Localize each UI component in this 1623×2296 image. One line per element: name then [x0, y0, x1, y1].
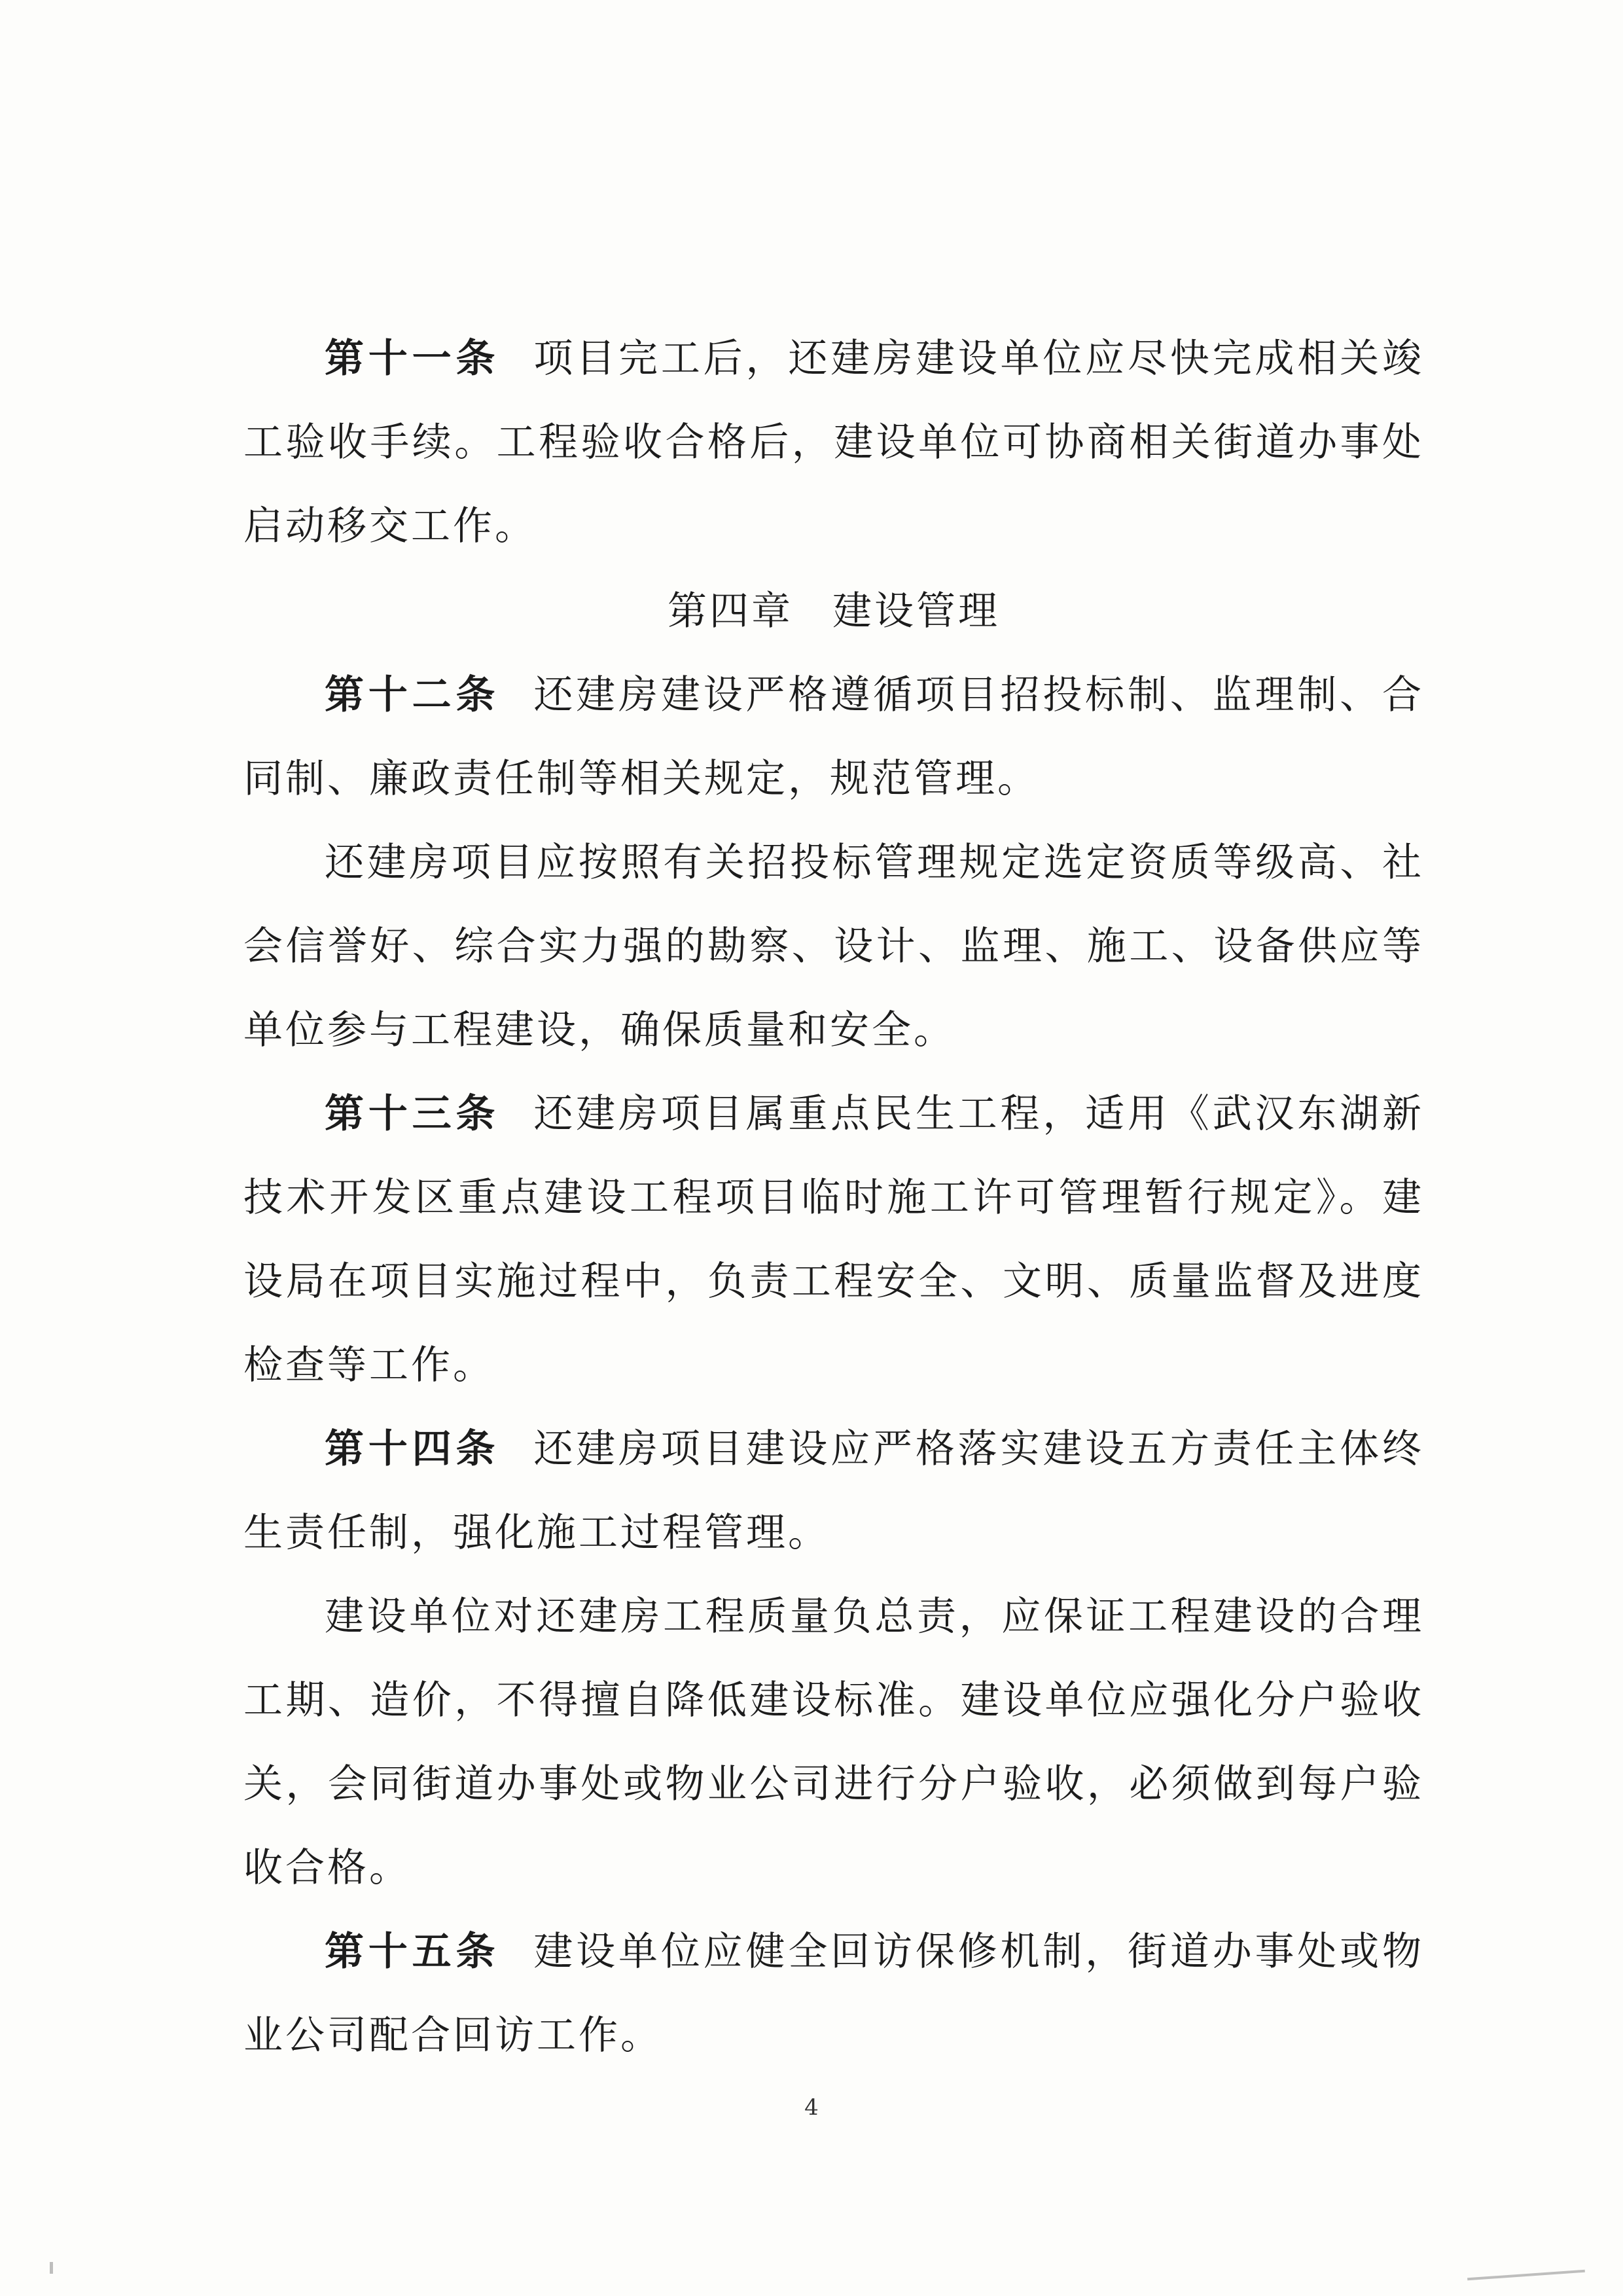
article-14-paragraph-2: 建设单位对还建房工程质量负总责，应保证工程建设的合理工期、造价，不得擅自降低建设标准。建设单位应强化分户验收关，会同街道办事处或物业公司进行分户验收，必须做到每户验收合格。 — [243, 1594, 1424, 1891]
scan-artifact-dot — [50, 2262, 53, 2274]
article-13-text: 还建房项目属重点民生工程，适用《武汉东湖新技术开发区重点建设工程项目临时施工许可管理暂行规定》。建设局在项目实施过程中，负责工程安全、文明、质量监督及进度检查等工作。 — [243, 1091, 1425, 1388]
article-13-paragraph — [243, 1072, 1424, 1407]
chapter-number: 第四章 — [668, 588, 793, 634]
article-12-paragraph — [243, 653, 1424, 821]
article-11-text: 项目完工后，还建房建设单位应尽快完成相关竣工验收手续。工程验收合格后，建设单位可协商相关街道办事处启动移交工作。 — [243, 336, 1425, 549]
article-11-heading: 第十一条 — [325, 336, 500, 382]
article-14-text: 还建房项目建设应严格落实建设五方责任主体终生责任制，强化施工过程管理。 — [243, 1426, 1425, 1556]
page-number: 4 — [804, 2094, 819, 2121]
article-11-paragraph — [243, 317, 1424, 568]
article-15-text: 建设单位应健全回访保修机制，街道办事处或物业公司配合回访工作。 — [243, 1929, 1425, 2058]
article-11-block — [243, 317, 1424, 568]
chapter-4-block — [243, 569, 1424, 653]
article-15-paragraph — [243, 1910, 1424, 2077]
chapter-title: 建设管理 — [832, 588, 1000, 634]
articles-body — [243, 653, 1424, 2077]
article-14-paragraph — [243, 1407, 1424, 1575]
article-12-text: 还建房建设严格遵循项目招投标制、监理制、合同制、廉政责任制等相关规定，规范管理。 — [243, 672, 1425, 802]
article-12-paragraph-2: 还建房项目应按照有关招投标管理规定选定资质等级高、社会信誉好、综合实力强的勘察、设计、监理、施工、设备供应等单位参与工程建设，确保质量和安全。 — [243, 840, 1424, 1053]
article-13-heading: 第十三条 — [325, 1091, 500, 1137]
article-15-heading: 第十五条 — [325, 1929, 500, 1975]
scan-artifact-mark — [1467, 2270, 1585, 2281]
chapter-heading — [243, 569, 1424, 653]
article-12-heading: 第十二条 — [325, 672, 500, 718]
article-14-heading: 第十四条 — [325, 1426, 500, 1472]
